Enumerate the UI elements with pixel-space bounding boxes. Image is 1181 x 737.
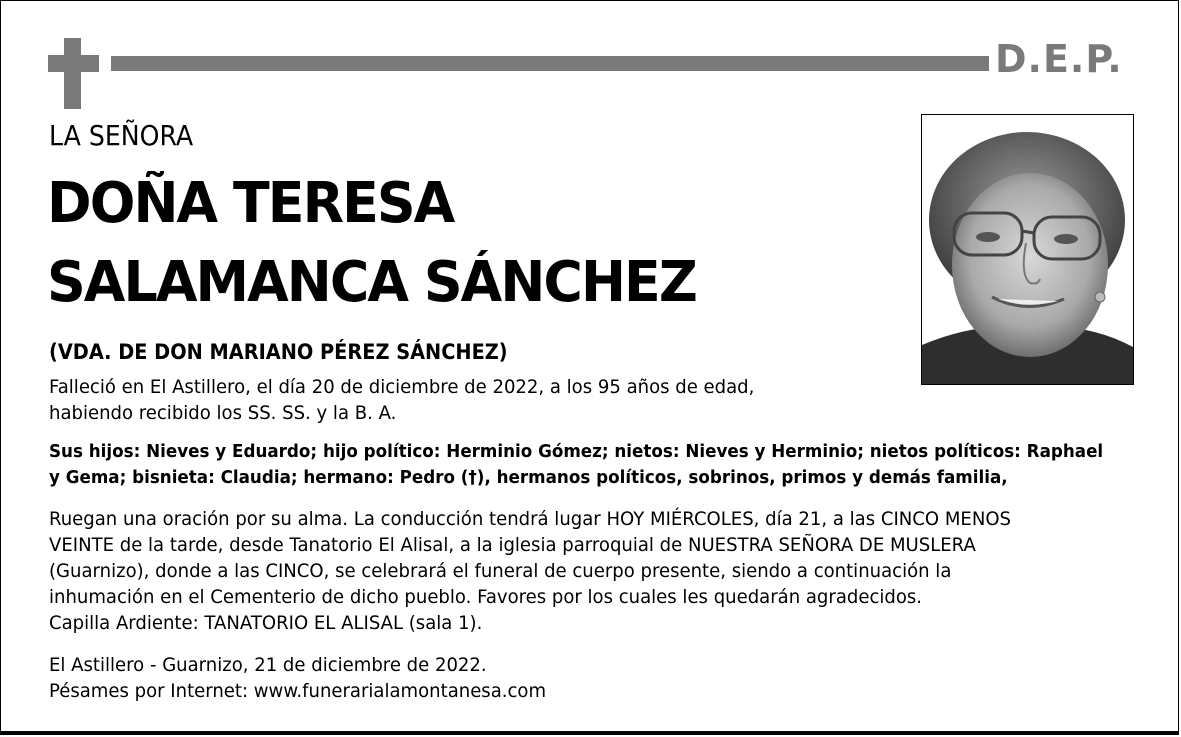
deceased-name-line2: SALAMANCA SÁNCHEZ xyxy=(47,250,696,315)
service-line: inhumación en el Cementerio de dicho pueblo. Favores por los cuales les quedarán agradecidos. xyxy=(49,586,923,608)
condolences-link: Pésames por Internet: www.funerarialamontanesa.com xyxy=(49,680,547,702)
dep-label: D.E.P. xyxy=(995,37,1123,81)
service-line: (Guarnizo), donde a las CINCO, se celebrará el funeral de cuerpo presente, siendo a continuación la xyxy=(49,560,952,582)
family-line: Sus hijos: Nieves y Eduardo; hijo político: Herminio Gómez; nietos: Nieves y Herminio; nietos políticos: Raphael xyxy=(49,441,1104,462)
cross-icon-bar xyxy=(48,55,99,72)
place-date: El Astillero - Guarnizo, 21 de diciembre de 2022. xyxy=(49,654,487,676)
cross-icon xyxy=(64,38,81,109)
service-line: VEINTE de la tarde, desde Tanatorio El Alisal, a la iglesia parroquial de NUESTRA SEÑORA DE MUSLERA xyxy=(49,534,976,556)
service-line: Capilla Ardiente: TANATORIO EL ALISAL (sala 1). xyxy=(49,612,483,634)
service-line: Ruegan una oración por su alma. La conducción tendrá lugar HOY MIÉRCOLES, día 21, a las CINCO MENOS xyxy=(49,508,1012,530)
portrait-photo xyxy=(921,114,1134,385)
header-rule xyxy=(111,56,989,71)
widow-of: (VDA. DE DON MARIANO PÉREZ SÁNCHEZ) xyxy=(49,340,508,364)
family-line: y Gema; bisnieta: Claudia; hermano: Pedro (†), hermanos políticos, sobrinos, primos y demás familia, xyxy=(49,467,1008,488)
deceased-name-line1: DOÑA TERESA xyxy=(47,171,454,236)
death-line: Falleció en El Astillero, el día 20 de diciembre de 2022, a los 95 años de edad, xyxy=(49,376,755,398)
honorific: LA SEÑORA xyxy=(49,119,194,152)
death-line: habiendo recibido los SS. SS. y la B. A. xyxy=(49,402,397,424)
portrait-image xyxy=(922,115,1133,384)
